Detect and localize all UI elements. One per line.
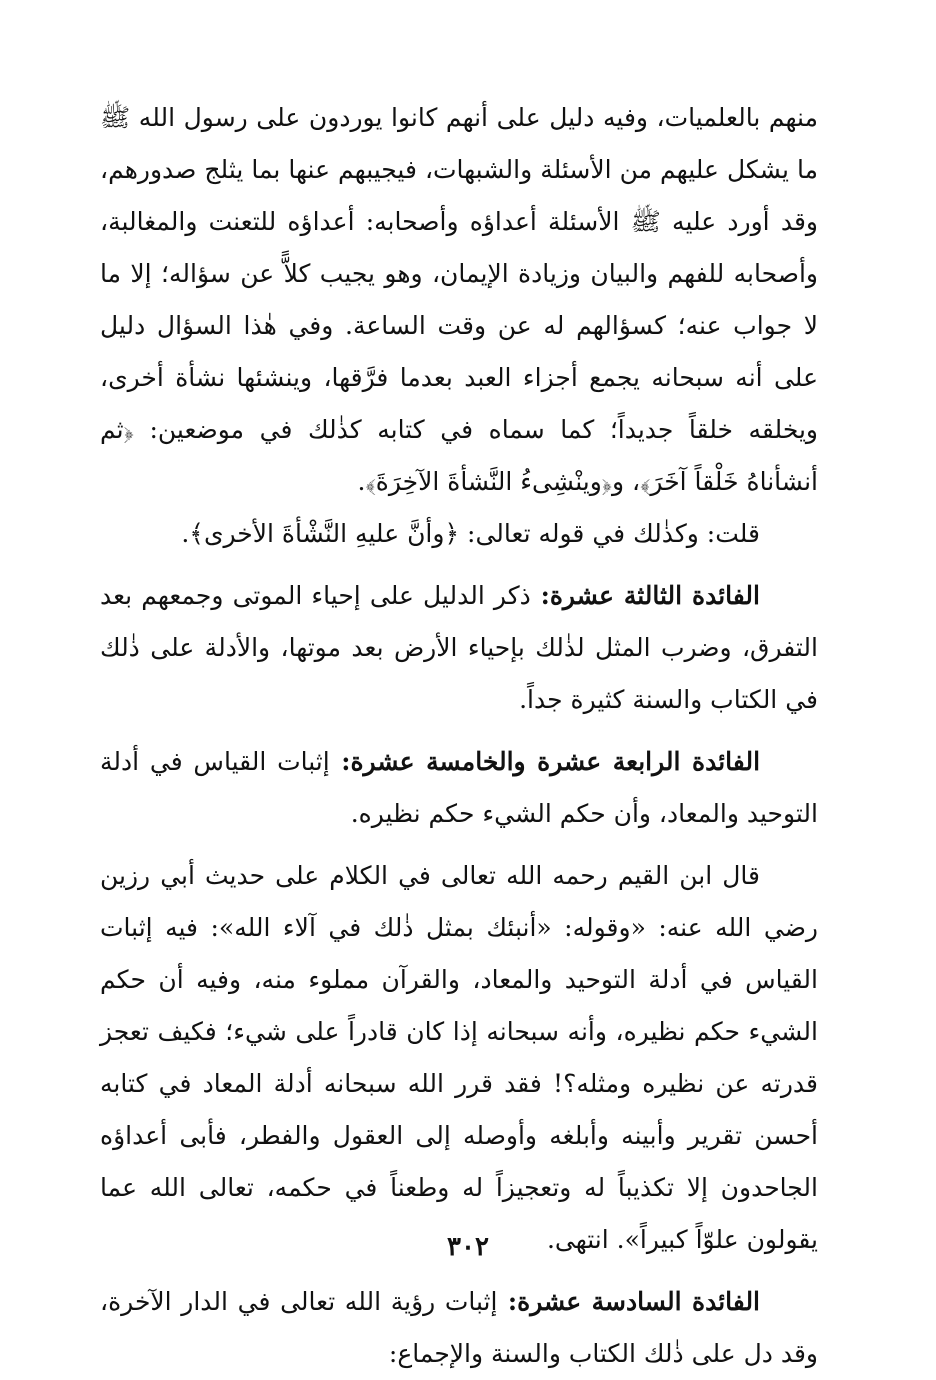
paragraph-faida-14-15 (100, 736, 818, 840)
page-body (100, 92, 818, 1380)
paragraph-text: إثبات القياس في أدلة التوحيد والمعاد، وأن حكم الشيء حكم نظيره. (100, 747, 818, 828)
paragraph-text: ذكر الدليل على إحياء الموتى وجمعهم بعد التفرق، وضرب المثل لذٰلك بإحياء الأرض بعد موتها، والأدلة على ذٰلك في الكتاب والسنة كثيرة جداً. (100, 581, 818, 714)
paragraph-text: منهم بالعلميات، وفيه دليل على أنهم كانوا يوردون على رسول الله ﷺ ما يشكل عليهم من الأسئلة والشبهات، فيجيبهم عنها بما يثلج صدورهم، وقد أورد عليه ﷺ الأسئلة أعداؤه وأصحابه: أعداؤه للتعنت والمغالبة، وأصحابه للفهم والبيان وزيادة الإيمان، وهو يجيب كلاًّ عن سؤاله؛ إلا ما لا جواب عنه؛ كسؤالهم له عن وقت الساعة. وفي هٰذا السؤال دليل على أنه سبحانه يجمع أجزاء العبد بعدما فرَّقها، وينشئها نشأة أخرى، ويخلقه خلقاً جديداً؛ كما سماه في كتابه كذٰلك في موضعين: ﴿ثم أنشأناهُ خَلْقاً آخَرَ﴾، و﴿وينْشِىءُ النَّشأةَ الآخِرَةَ﴾. (100, 103, 818, 496)
paragraph-heading: الفائدة الثالثة عشرة: (530, 581, 760, 610)
paragraph-faida-16 (100, 1276, 818, 1380)
paragraph-text: قلت: وكذٰلك في قوله تعالى: ﴿وأنَّ عليهِ النَّشْأةَ الأخرى﴾. (181, 519, 760, 548)
page-number: ٣٠٢ (447, 1232, 489, 1262)
paragraph-heading: الفائدة السادسة عشرة: (497, 1287, 761, 1316)
paragraph-text: إثبات رؤية الله تعالى في الدار الآخرة، وقد دل على ذٰلك الكتاب والسنة والإجماع: (100, 1287, 818, 1368)
paragraph-text: قال ابن القيم رحمه الله تعالى في الكلام على حديث أبي رزين رضي الله عنه: «وقوله: «أنبئك بمثل ذٰلك في آلاء الله»: فيه إثبات القياس في أدلة التوحيد والمعاد، والقرآن مملوء منه، وفيه أن حكم الشيء حكم نظيره، وأنه سبحانه إذا كان قادراً على شيء؛ فكيف تعجز قدرته عن نظيره ومثله؟! فقد قرر الله سبحانه أدلة المعاد في كتابه أحسن تقرير وأبينه وأبلغه وأوصله إلى العقول والفطر، فأبى أعداؤه الجاحدون إلا تكذيباً له وتعجيزاً له وطعناً في حكمه، تعالى الله عما يقولون علوّاً كبيراً». انتهى. (100, 861, 818, 1254)
paragraph-faida-13 (100, 570, 818, 726)
paragraph-continuation (100, 92, 818, 508)
paragraph-ibn-qayyim-quote (100, 850, 818, 1266)
paragraph-heading: الفائدة الرابعة عشرة والخامسة عشرة: (329, 747, 761, 776)
paragraph-qult (100, 508, 818, 560)
